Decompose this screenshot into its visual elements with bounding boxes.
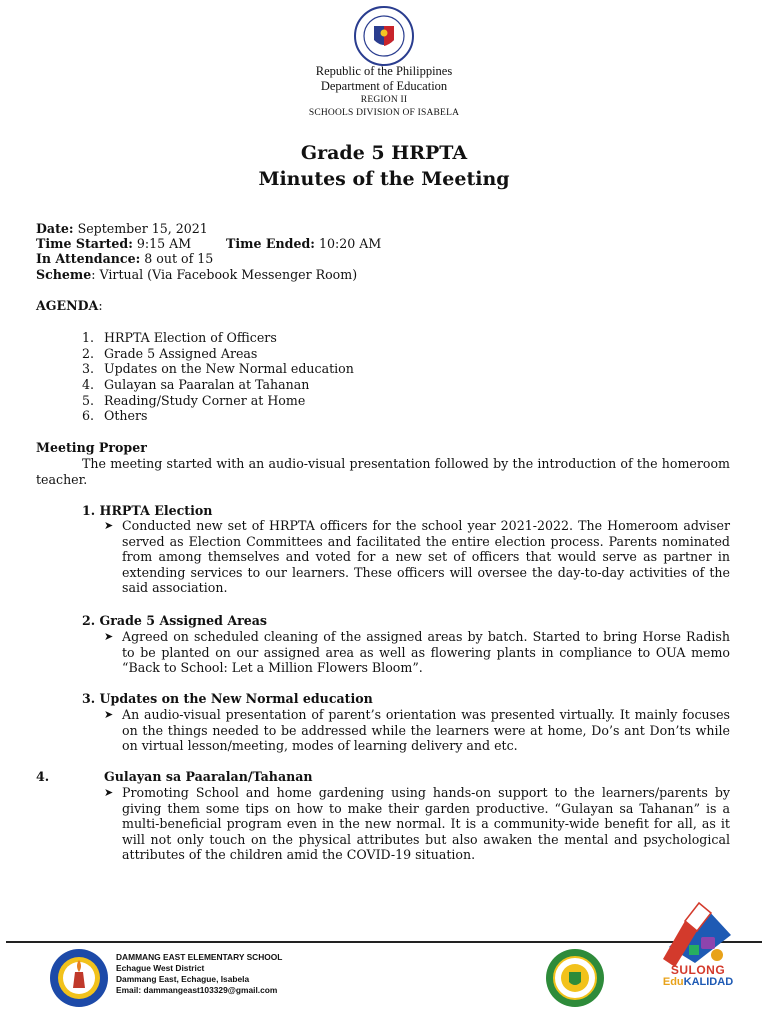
school-info-block [116,952,282,996]
agenda-item-text: Grade 5 Assigned Areas [104,345,258,361]
section-number: 1. [82,503,96,518]
sulong-word: SULONG [670,963,726,977]
meeting-proper-heading: Meeting Proper [36,440,147,455]
section-title: HRPTA Election [99,503,213,518]
arrow-bullet-icon: ➤ [104,786,114,799]
agenda-item-text: Others [104,408,148,424]
time-started-value: 9:15 AM [136,236,192,251]
agenda-item-number: 2. [82,345,95,361]
letterhead-republic: Republic of the Philippines [315,64,453,78]
agenda-item-number: 6. [82,408,95,424]
agenda-item [82,408,354,424]
time-ended-value: 10:20 AM [318,236,382,251]
agenda-label: AGENDA [36,298,99,313]
agenda-item [82,377,354,393]
section-1-heading [82,503,212,518]
section-number: 2. [82,613,96,628]
attendance-value: 8 out of 15 [144,251,214,266]
arrow-bullet-icon: ➤ [104,630,114,643]
section-3-body [104,707,730,754]
attendance-line [36,251,213,266]
section-2-body [104,629,730,676]
agenda-list [82,330,354,424]
time-ended-label: Time Ended: [226,236,315,251]
section-title: Updates on the New Normal education [99,691,373,706]
section-number: 3. [82,691,96,706]
letterhead-division: SCHOOLS DIVISION OF ISABELA [308,108,460,118]
letterhead-region: REGION II [360,95,408,105]
section-4-body [104,785,730,863]
agenda-item-number: 1. [82,330,95,345]
agenda-item-text: Reading/Study Corner at Home [104,392,306,408]
letterhead-department: Department of Education [320,79,448,93]
time-started-label: Time Started: [36,236,133,251]
kalidad-word: KALIDAD [683,976,734,988]
agenda-item [82,361,354,377]
sulong-edukalidad-text [650,964,746,988]
agenda-item-number: 4. [82,377,95,393]
edu-word: Edu [662,976,684,988]
agenda-item [82,393,354,409]
arrow-bullet-icon: ➤ [104,519,114,532]
agenda-colon: : [98,298,103,313]
scheme-line [36,267,357,282]
date-value: September 15, 2021 [77,221,208,236]
scheme-label: Scheme [36,267,92,282]
school-name: DAMMANG EAST ELEMENTARY SCHOOL [116,952,283,962]
section-3-heading [82,691,373,706]
attendance-label: In Attendance: [36,251,141,266]
deped-division-seal-logo [545,948,605,1008]
footer-divider [6,941,762,943]
school-email: Email: dammangeast103329@gmail.com [116,985,278,995]
agenda-item-number: 3. [82,361,95,377]
time-started-line [36,236,191,251]
section-text: An audio-visual presentation of parent’s orientation was presented virtually. It mainly focuses on the things needed to be addressed while the learners were at home, Do’s ant Don’ts while on virtual lesson/meeting, modes of learning delivery and etc. [122,707,730,754]
scheme-value: : Virtual (Via Facebook Messenger Room) [91,267,358,282]
meeting-intro: The meeting started with an audio-visual presentation followed by the introduction of the homeroom teacher. [36,456,730,487]
school-seal-logo [49,948,109,1008]
time-ended-line [226,236,381,251]
agenda-item [82,346,354,362]
section-2-heading [82,613,267,628]
date-label: Date: [36,221,74,236]
school-district: Echague West District [116,963,205,973]
section-text: Agreed on scheduled cleaning of the assigned areas by batch. Started to bring Horse Radish to be planted on our assigned area as well as flowering plants in compliance to OUA memo “Back to School: Let a Million Flowers Bloom”. [122,629,730,676]
agenda-item-text: Gulayan sa Paaralan at Tahanan [104,377,310,393]
agenda-item-text: Updates on the New Normal education [104,361,354,377]
document-subtitle: Minutes of the Meeting [258,168,510,190]
agenda-item [82,330,354,346]
section-title: Grade 5 Assigned Areas [99,613,268,628]
section-1-body [104,518,730,596]
agenda-item-text: HRPTA Election of Officers [104,330,277,345]
date-line [36,221,208,236]
document-title: Grade 5 HRPTA [300,142,468,164]
section-4-title: Gulayan sa Paaralan/Tahanan [104,769,313,784]
section-text: Promoting School and home gardening using hands-on support to the learners/parents by giving them some tips on how to make their garden productive. “Gulayan sa Tahanan” is a multi-beneficial program even in the new normal. It is a community-wide benefit for all, as it will not only touch on the physical attributes but also awaken the mental and psychological attributes of the children amid the COVID-19 situation. [122,785,730,863]
section-4-number: 4. [36,769,50,784]
school-address: Dammang East, Echague, Isabela [116,974,250,984]
agenda-item-number: 5. [82,392,95,408]
deped-seal-logo [352,6,416,66]
section-text: Conducted new set of HRPTA officers for the school year 2021-2022. The Homeroom adviser served as Election Committees and facilitated the entire election process. Parents nominated from among themselves and voted for a new set of officers that would serve as partner in extending services to our learners. These officers will oversee the day-to-day activities of the said association. [122,518,730,596]
arrow-bullet-icon: ➤ [104,708,114,721]
edukalidad-word [650,976,746,988]
agenda-heading [36,298,103,313]
